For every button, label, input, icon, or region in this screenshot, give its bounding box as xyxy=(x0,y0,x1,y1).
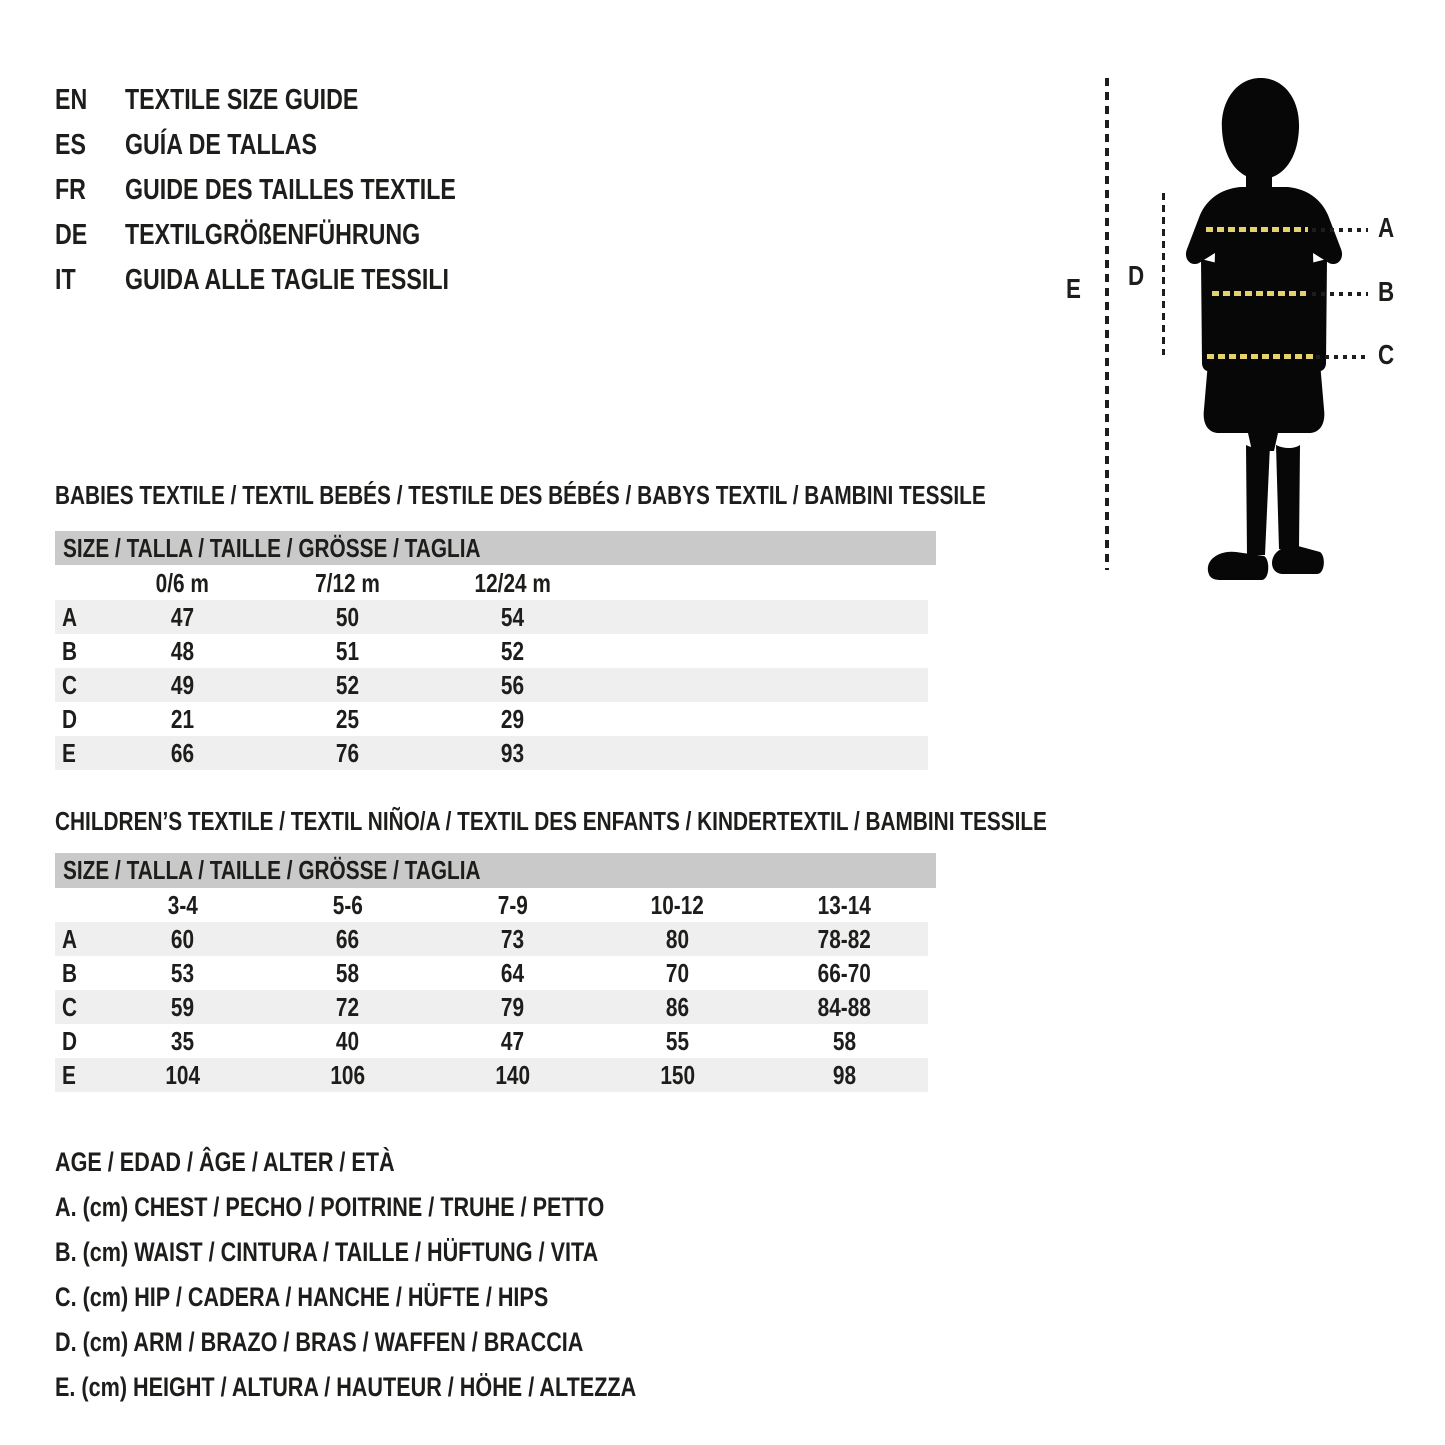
cell-value: 48 xyxy=(170,635,195,666)
table-row xyxy=(55,702,928,736)
chest-leader-dots xyxy=(1312,228,1368,232)
table-row xyxy=(55,600,928,634)
section-heading-babies: BABIES TEXTILE / TEXTIL BEBÉS / TESTILE DES BÉBÉS / BABYS TEXTIL / BAMBINI TESSILE xyxy=(55,480,986,510)
cell-value: 80 xyxy=(665,923,690,954)
column-header: 10-12 xyxy=(650,889,705,920)
row-label: E xyxy=(62,737,76,768)
column-header: 12/24 m xyxy=(474,567,551,598)
cell-value: 66-70 xyxy=(817,957,871,988)
cell-value: 49 xyxy=(170,669,195,700)
legend-line: B. (cm) WAIST / CINTURA / TAILLE / HÜFTUNG / VITA xyxy=(55,1237,599,1267)
table-row xyxy=(55,990,928,1024)
children-size-header-bar: SIZE / TALLA / TAILLE / GRÖSSE / TAGLIA xyxy=(55,853,936,888)
language-row xyxy=(55,213,539,258)
column-header: 0/6 m xyxy=(155,567,210,598)
cell-value: 52 xyxy=(500,635,525,666)
column-header: 3-4 xyxy=(167,889,198,920)
section-heading-children: CHILDREN’S TEXTILE / TEXTIL NIÑO/A / TEXTIL DES ENFANTS / KINDERTEXTIL / BAMBINI TESSILE xyxy=(55,806,1047,836)
cell-value: 58 xyxy=(335,957,360,988)
cell-value: 60 xyxy=(170,923,195,954)
cell-value: 35 xyxy=(170,1025,195,1056)
language-row xyxy=(55,78,539,123)
column-header: 7-9 xyxy=(497,889,528,920)
language-title: TEXTILGRÖßENFÜHRUNG xyxy=(125,219,421,251)
cell-value: 47 xyxy=(500,1025,525,1056)
cell-value: 86 xyxy=(665,991,690,1022)
cell-value: 53 xyxy=(170,957,195,988)
language-code: ES xyxy=(55,129,86,161)
cell-value: 66 xyxy=(335,923,360,954)
cell-value: 29 xyxy=(500,703,525,734)
hip-leader-dots xyxy=(1316,355,1368,359)
cell-value: 93 xyxy=(500,737,525,768)
cell-value: 66 xyxy=(170,737,195,768)
cell-value: 140 xyxy=(495,1059,530,1090)
table-row xyxy=(55,956,928,990)
legend-line: A. (cm) CHEST / PECHO / POITRINE / TRUHE / PETTO xyxy=(55,1192,605,1222)
row-label: B xyxy=(62,635,78,666)
table-row xyxy=(55,922,928,956)
language-title: GUIDE DES TAILLES TEXTILE xyxy=(125,174,456,206)
diagram-label-chest: A xyxy=(1378,212,1395,243)
table-row xyxy=(55,634,928,668)
row-label: C xyxy=(62,991,78,1022)
diagram-label-hip: C xyxy=(1378,339,1395,370)
cell-value: 150 xyxy=(660,1059,695,1090)
children-column-header-row xyxy=(55,888,928,922)
cell-value: 50 xyxy=(335,601,360,632)
language-title: GUÍA DE TALLAS xyxy=(125,129,318,161)
cell-value: 21 xyxy=(170,703,195,734)
row-label: E xyxy=(62,1059,76,1090)
cell-value: 59 xyxy=(170,991,195,1022)
babies-column-header-row xyxy=(55,566,928,600)
cell-value: 47 xyxy=(170,601,195,632)
cell-value: 76 xyxy=(335,737,360,768)
legend-line: AGE / EDAD / ÂGE / ALTER / ETÀ xyxy=(55,1147,395,1177)
column-header: 5-6 xyxy=(332,889,363,920)
arm-measure-line xyxy=(1162,193,1165,355)
language-title: GUIDA ALLE TAGLIE TESSILI xyxy=(125,264,449,296)
cell-value: 104 xyxy=(165,1059,200,1090)
diagram-label-arm: D xyxy=(1128,260,1145,291)
cell-value: 52 xyxy=(335,669,360,700)
row-label: D xyxy=(62,1025,78,1056)
cell-value: 70 xyxy=(665,957,690,988)
language-code: FR xyxy=(55,174,86,206)
row-label: A xyxy=(62,601,78,632)
table-row xyxy=(55,1058,928,1092)
language-title-list xyxy=(55,78,539,303)
hip-measure-line xyxy=(1207,354,1313,359)
legend-line: E. (cm) HEIGHT / ALTURA / HAUTEUR / HÖHE / ALTEZZA xyxy=(55,1372,637,1402)
language-code: EN xyxy=(55,84,88,116)
language-title: TEXTILE SIZE GUIDE xyxy=(125,84,359,116)
measurement-legend xyxy=(55,1140,781,1410)
diagram-label-height: E xyxy=(1066,273,1081,304)
cell-value: 55 xyxy=(665,1025,690,1056)
language-code: IT xyxy=(55,264,76,296)
language-row xyxy=(55,258,539,303)
column-header: 13-14 xyxy=(817,889,871,920)
legend-line: D. (cm) ARM / BRAZO / BRAS / WAFFEN / BRACCIA xyxy=(55,1327,584,1357)
language-row xyxy=(55,123,539,168)
diagram-label-waist: B xyxy=(1378,276,1395,307)
table-row xyxy=(55,736,928,770)
language-row xyxy=(55,168,539,213)
row-label: D xyxy=(62,703,78,734)
babies-table xyxy=(55,600,928,770)
cell-value: 40 xyxy=(335,1025,360,1056)
cell-value: 84-88 xyxy=(817,991,871,1022)
waist-leader-dots xyxy=(1312,292,1368,296)
babies-size-header-bar: SIZE / TALLA / TAILLE / GRÖSSE / TAGLIA xyxy=(55,531,936,565)
row-label: A xyxy=(62,923,78,954)
children-table xyxy=(55,922,928,1092)
chest-measure-line xyxy=(1206,227,1308,232)
cell-value: 51 xyxy=(335,635,360,666)
cell-value: 58 xyxy=(832,1025,856,1056)
row-label: B xyxy=(62,957,78,988)
cell-value: 56 xyxy=(500,669,525,700)
waist-measure-line xyxy=(1212,291,1306,296)
column-header: 7/12 m xyxy=(315,567,380,598)
cell-value: 106 xyxy=(330,1059,365,1090)
cell-value: 98 xyxy=(832,1059,856,1090)
cell-value: 54 xyxy=(500,601,525,632)
cell-value: 78-82 xyxy=(817,923,871,954)
cell-value: 79 xyxy=(500,991,525,1022)
table-row xyxy=(55,668,928,702)
cell-value: 73 xyxy=(500,923,525,954)
legend-line: C. (cm) HIP / CADERA / HANCHE / HÜFTE / HIPS xyxy=(55,1282,549,1312)
table-row xyxy=(55,1024,928,1058)
cell-value: 64 xyxy=(500,957,525,988)
language-code: DE xyxy=(55,219,88,251)
cell-value: 72 xyxy=(335,991,360,1022)
cell-value: 25 xyxy=(335,703,360,734)
row-label: C xyxy=(62,669,78,700)
